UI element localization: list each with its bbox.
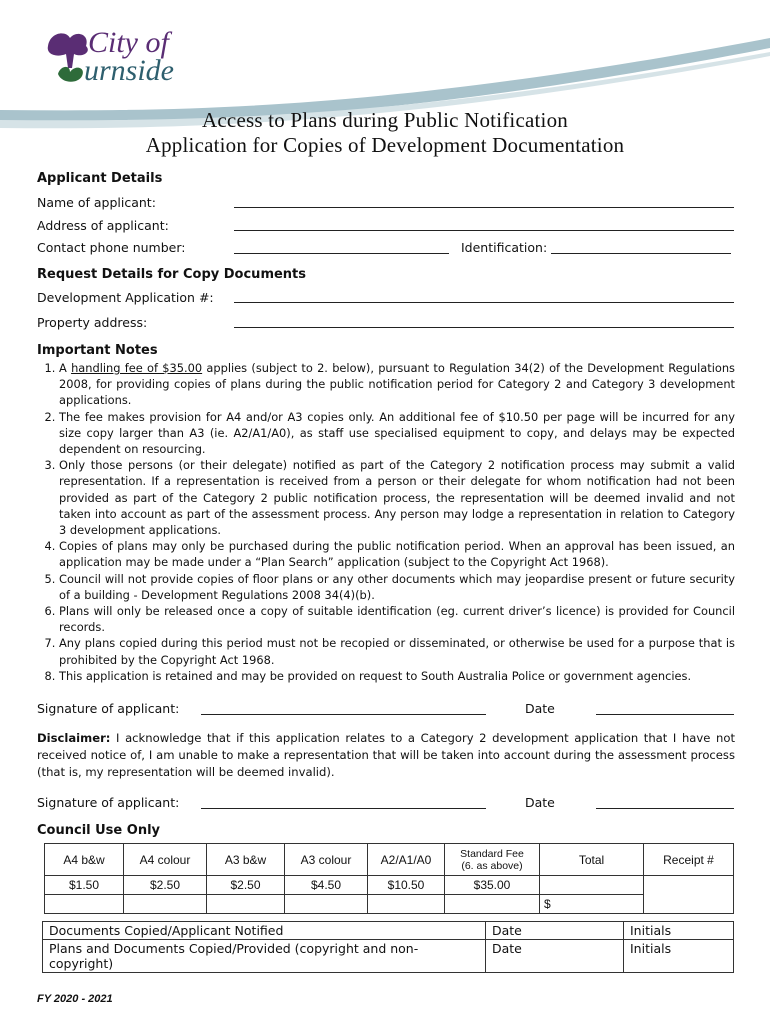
docs-table xyxy=(42,921,734,973)
price-cell: $2.50 xyxy=(124,876,207,895)
qty-cell[interactable] xyxy=(124,895,207,914)
note-item: 3. Only those persons (or their delegate) notified as part of the Category 2 notification process may submit a valid representation. If a representation is received from a person or their delegate for whom notification had not been provided as part of the Category 2 public notification process, the representation will be deemed invalid and not taken into account as part of the assessment process. Any person may lodge a representation in relation to Category 3 development applications. xyxy=(59,457,735,538)
date-label: Date xyxy=(525,701,555,716)
request-heading: Request Details for Copy Documents xyxy=(37,267,307,282)
col-a4-bw: A4 b&w xyxy=(45,844,124,876)
docs-row2-label: Plans and Documents Copied/Provided (copyright and non-copyright) xyxy=(43,940,486,973)
qty-cell[interactable] xyxy=(45,895,124,914)
note-item: 8. This application is retained and may be provided on request to South Australia Police or government agencies. xyxy=(59,668,735,684)
signature-label-2: Signature of applicant: xyxy=(37,795,180,810)
disclaimer xyxy=(37,730,735,781)
docs-row1-label: Documents Copied/Applicant Notified xyxy=(43,922,486,940)
col-receipt: Receipt # xyxy=(644,844,734,876)
applicant-heading: Applicant Details xyxy=(37,171,163,186)
date-field[interactable] xyxy=(596,714,734,715)
qty-cell[interactable] xyxy=(285,895,368,914)
footer-fy: FY 2020 - 2021 xyxy=(37,993,113,1005)
total-cell[interactable]: $ xyxy=(540,895,644,914)
da-label: Development Application #: xyxy=(37,290,214,305)
fees-table xyxy=(44,843,734,914)
qty-cell[interactable] xyxy=(207,895,285,914)
logo-text-top: City of xyxy=(88,26,169,59)
col-a4-colour: A4 colour xyxy=(124,844,207,876)
note-item: 2. The fee makes provision for A4 and/or A3 copies only. An additional fee of $10.50 per page will be incurred for any size copy larger than A3 (ie. A2/A1/A0), as staff use specialised equipment to copy, and delays may be expected dependent on resourcing. xyxy=(59,409,735,458)
title-line2: Application for Copies of Development Documentation xyxy=(145,133,625,157)
docs-row2-date[interactable]: Date xyxy=(486,940,624,973)
address-label: Address of applicant: xyxy=(37,218,169,233)
note-item: 6. Plans will only be released once a copy of suitable identification (eg. current driver’s licence) is provided for Council records. xyxy=(59,603,735,635)
name-label: Name of applicant: xyxy=(37,195,156,210)
col-a2a1a0: A2/A1/A0 xyxy=(368,844,445,876)
name-field[interactable] xyxy=(234,207,734,208)
signature-field[interactable] xyxy=(201,714,486,715)
id-label: Identification: xyxy=(461,240,548,255)
col-standard-fee: Standard Fee (6. as above) xyxy=(445,844,540,876)
notes-heading: Important Notes xyxy=(37,343,158,358)
id-field[interactable] xyxy=(551,253,731,254)
qty-cell[interactable] xyxy=(368,895,445,914)
council-heading: Council Use Only xyxy=(37,823,160,838)
price-cell: $4.50 xyxy=(285,876,368,895)
logo-text-bottom: urnside xyxy=(84,54,174,87)
note-item: 5. Council will not provide copies of floor plans or any other documents which may jeopardise present or future security of a building - Development Regulations 2008 34(4)(b). xyxy=(59,571,735,603)
title-line1: Access to Plans during Public Notification xyxy=(202,108,568,132)
phone-field[interactable] xyxy=(234,253,449,254)
property-field[interactable] xyxy=(234,327,734,328)
date-label-2: Date xyxy=(525,795,555,810)
note-item: 1. A handling fee of $35.00 applies (subject to 2. below), pursuant to Regulation 34(2) of the Development Regulations 2008, for providing copies of plans during the public notification period for Category 2 and Category 3 development applications. xyxy=(59,360,735,409)
phone-label: Contact phone number: xyxy=(37,240,186,255)
col-a3-bw: A3 b&w xyxy=(207,844,285,876)
signature-label: Signature of applicant: xyxy=(37,701,180,716)
date-field-2[interactable] xyxy=(596,808,734,809)
qty-cell[interactable] xyxy=(445,895,540,914)
docs-row2-initials[interactable]: Initials xyxy=(624,940,734,973)
disclaimer-text: I acknowledge that if this application relates to a Category 2 development application that I have not received notice of, I am unable to make a representation that will be taken into account during the assessment process (that is, my representation will be deemed invalid). xyxy=(37,731,735,779)
col-total: Total xyxy=(540,844,644,876)
da-field[interactable] xyxy=(234,302,734,303)
price-cell: $35.00 xyxy=(445,876,540,895)
address-field[interactable] xyxy=(234,230,734,231)
total-cell-top[interactable] xyxy=(540,876,644,895)
disclaimer-heading: Disclaimer: xyxy=(37,731,111,745)
property-label: Property address: xyxy=(37,315,148,330)
notes-list xyxy=(37,360,735,684)
price-cell: $2.50 xyxy=(207,876,285,895)
price-cell: $10.50 xyxy=(368,876,445,895)
note-item: 4. Copies of plans may only be purchased during the public notification period. When an approval has been issued, an application may be made under a “Plan Search” application (subject to the Copyright Act 1968). xyxy=(59,538,735,570)
handling-fee-text: handling fee of $35.00 xyxy=(71,361,203,375)
receipt-cell[interactable] xyxy=(644,876,734,914)
docs-row1-date[interactable]: Date xyxy=(486,922,624,940)
docs-row1-initials[interactable]: Initials xyxy=(624,922,734,940)
signature-field-2[interactable] xyxy=(201,808,486,809)
price-cell: $1.50 xyxy=(45,876,124,895)
col-a3-colour: A3 colour xyxy=(285,844,368,876)
note-item: 7. Any plans copied during this period must not be recopied or disseminated, or otherwise be used for a purpose that is prohibited by the Copyright Act 1968. xyxy=(59,635,735,667)
